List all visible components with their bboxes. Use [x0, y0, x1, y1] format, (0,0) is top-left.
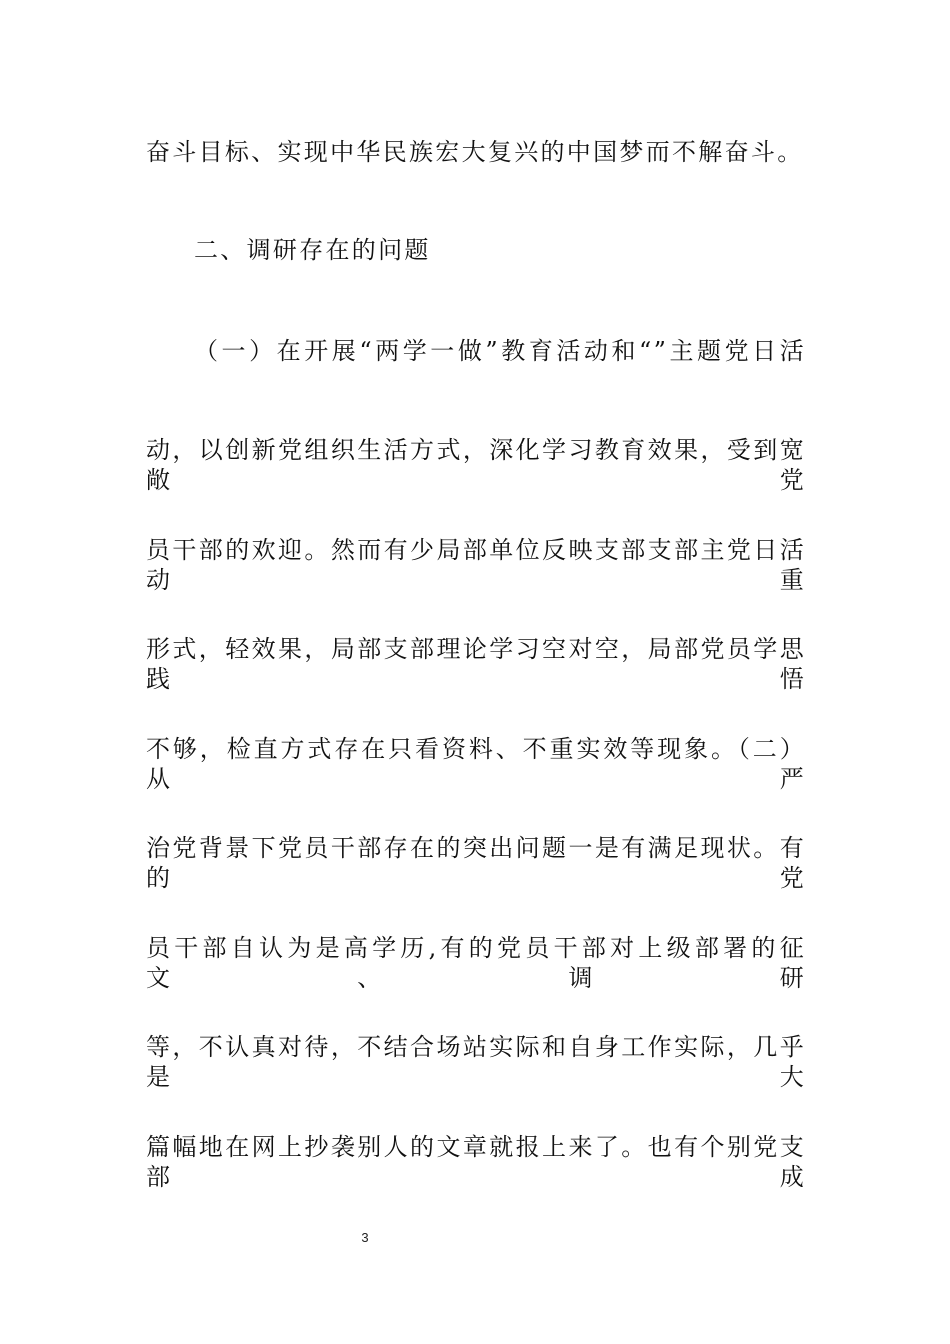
text-line-7: 不够，检直方式存在只看资料、不重实效等现象。（二）从严: [146, 735, 806, 793]
text-line-3: （一）在开展“两学一做”教育活动和“”主题党日活: [194, 337, 806, 365]
text-line-6: 形式，轻效果，局部支部理论学习空对空，局部党员学思践悟: [146, 635, 806, 693]
text-line-8: 治党背景下党员干部存在的突出问题一是有满足现状。有的党: [146, 834, 806, 892]
page-number: 3: [361, 1230, 369, 1245]
text-line-11: 篇幅地在网上抄袭别人的文章就报上来了。也有个别党支部成: [146, 1133, 806, 1191]
section-heading: 二、调研存在的问题: [194, 236, 431, 264]
text-line-1: 奋斗目标、实现中华民族宏大复兴的中国梦而不解奋斗。: [146, 138, 804, 166]
text-line-4: 动，以创新党组织生活方式，深化学习教育效果，受到宽敞党: [146, 436, 806, 494]
text-line-5: 员干部的欢迎。然而有少局部单位反映支部支部主党日活动重: [146, 536, 806, 594]
text-line-10: 等，不认真对待，不结合场站实际和自身工作实际，几乎是大: [146, 1033, 806, 1091]
text-line-9: 员干部自认为是高学历,有的党员干部对上级部署的征文、调研: [146, 934, 806, 992]
